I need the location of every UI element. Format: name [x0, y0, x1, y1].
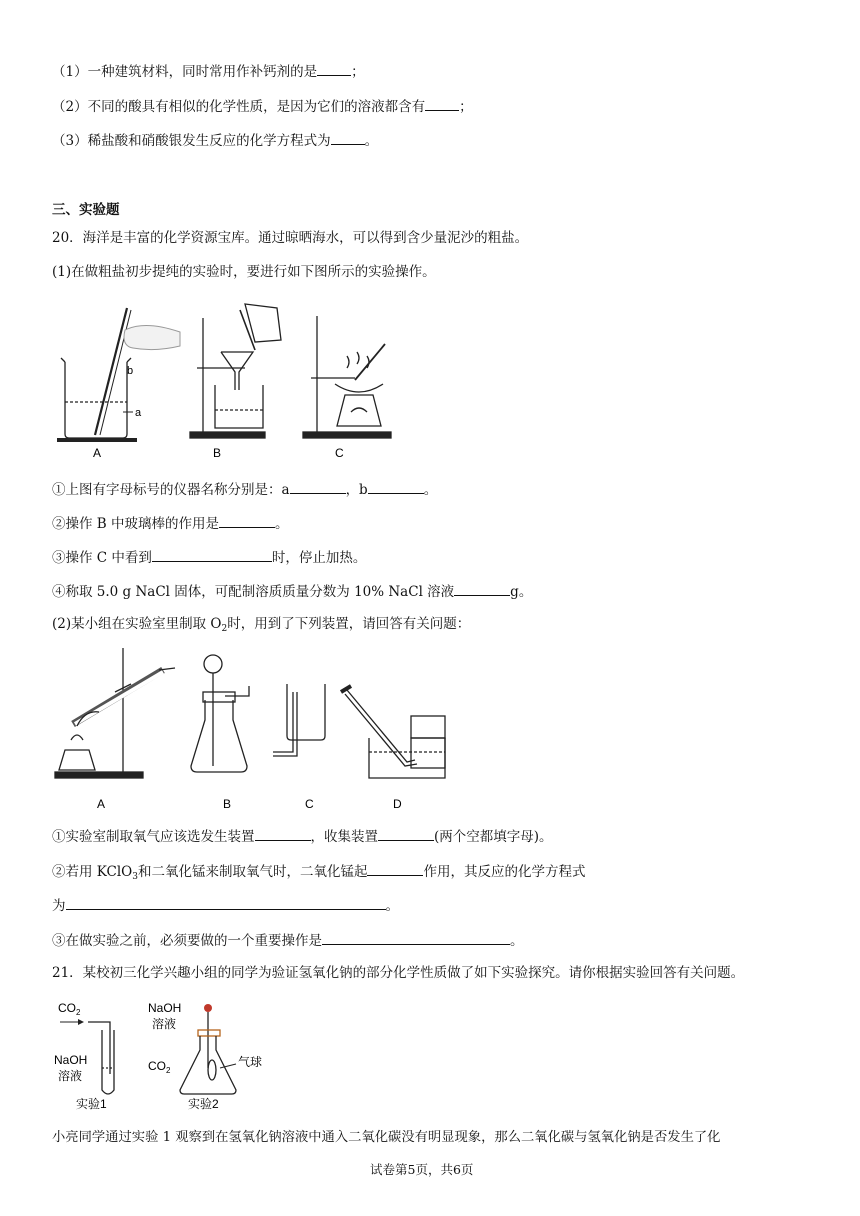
- answer-blank[interactable]: [255, 825, 311, 841]
- dropper-bulb: [204, 1004, 212, 1012]
- q20-item-2: ②操作 B 中玻璃棒的作用是 。: [52, 512, 289, 534]
- apparatus-a-beaker: [57, 308, 137, 440]
- answer-blank[interactable]: [425, 95, 459, 111]
- apparatus-d-water-trough: [341, 686, 445, 778]
- section-heading: 三、实验题: [52, 202, 120, 218]
- apparatus-c-evaporation: [303, 316, 391, 438]
- apparatus-b-filtration: [190, 304, 281, 438]
- q20-item-1: ①上图有字母标号的仪器名称分别是：a ，b 。: [52, 478, 437, 500]
- q19-line-1: （1）一种建筑材料，同时常用作补钙剂的是 ；: [52, 60, 365, 82]
- q21-intro: 21．某校初三化学兴趣小组的同学为验证氢氧化钠的部分化学性质做了如下实验探究。请你根据实验回答有关问题。: [52, 965, 745, 981]
- figure-naoh-experiments: [52, 994, 292, 1114]
- q19-line-2: （2）不同的酸具有相似的化学性质，是因为它们的溶液都含有 ；: [52, 95, 473, 117]
- answer-blank[interactable]: [66, 894, 386, 910]
- experiment-2-flask: [180, 1012, 236, 1094]
- apparatus-c-collection: [273, 684, 325, 756]
- figure-salt-purification: [55, 300, 395, 465]
- apparatus-a-heating: [55, 648, 175, 778]
- answer-blank[interactable]: [152, 546, 272, 562]
- answer-blank[interactable]: [219, 512, 275, 528]
- answer-blank[interactable]: [367, 860, 423, 876]
- figure-oxygen-apparatus: [55, 640, 455, 815]
- answer-blank[interactable]: [322, 929, 510, 945]
- fig2-label-d: D: [393, 797, 402, 811]
- answer-blank[interactable]: [290, 478, 346, 494]
- answer-blank[interactable]: [454, 580, 510, 596]
- q20-item-6: ②若用 KClO$_3$和二氧化锰来制取氧气时，二氧化锰起 作用，其反应的化学方程式: [52, 860, 585, 882]
- q20-item-6-cont: 为 。: [52, 894, 399, 916]
- answer-blank[interactable]: [378, 825, 434, 841]
- co2-label: $CO_2$: [58, 1001, 81, 1017]
- balloon-label: 气球: [238, 1055, 263, 1069]
- fig1-label-a: A: [93, 446, 102, 460]
- solution-label-2: 溶液: [152, 1017, 177, 1031]
- exp2-label: 实验2: [188, 1097, 219, 1111]
- apparatus-b-flask: [191, 655, 249, 772]
- q20-item-3: ③操作 C 中看到 时，停止加热。: [52, 546, 366, 568]
- naoh-label-1: NaOH: [54, 1053, 88, 1067]
- q20-item-4: ④称取 5.0 g NaCl 固体，可配制溶质质量分数为 10% NaCl 溶液 g。: [52, 580, 532, 602]
- q20-item-5: ①实验室制取氧气应该选发生装置 ，收集装置 (两个空都填字母)。: [52, 825, 553, 847]
- q20-intro: 20．海洋是丰富的化学资源宝库。通过晾晒海水，可以得到含少量泥沙的粗盐。: [52, 230, 529, 246]
- solution-label-1: 溶液: [58, 1069, 83, 1083]
- naoh-label-2: NaOH: [148, 1001, 182, 1015]
- q20-part1: (1)在做粗盐初步提纯的实验时，要进行如下图所示的实验操作。: [52, 264, 436, 280]
- exp1-label: 实验1: [76, 1097, 107, 1111]
- q20-item-7: ③在做实验之前，必须要做的一个重要操作是 。: [52, 929, 524, 951]
- fig1-label-c: C: [335, 446, 344, 460]
- page-footer: 试卷第5页，共6页: [370, 1162, 474, 1177]
- tag-a: a: [135, 407, 142, 419]
- q21-paragraph: 小亮同学通过实验 1 观察到在氢氧化钠溶液中通入二氧化碳没有明显现象，那么二氧化碳与氢氧化钠是否发生了化: [52, 1130, 721, 1145]
- answer-blank[interactable]: [317, 60, 351, 76]
- answer-blank[interactable]: [331, 129, 365, 145]
- fig2-label-c: C: [305, 797, 314, 811]
- hand-shape: [124, 325, 180, 349]
- q20-part2: (2)某小组在实验室里制取 $O_2$时，用到了下列装置，请回答有关问题：: [52, 616, 471, 634]
- co2-label-2: $CO_2$: [148, 1059, 171, 1075]
- q19-line-3: （3）稀盐酸和硝酸银发生反应的化学方程式为 。: [52, 129, 378, 151]
- fig2-label-a: A: [97, 797, 106, 811]
- answer-blank[interactable]: [368, 478, 424, 494]
- experiment-1-tube: [88, 1022, 114, 1094]
- fig1-label-b: B: [213, 446, 222, 460]
- tag-b: b: [127, 365, 134, 377]
- fig2-label-b: B: [223, 797, 232, 811]
